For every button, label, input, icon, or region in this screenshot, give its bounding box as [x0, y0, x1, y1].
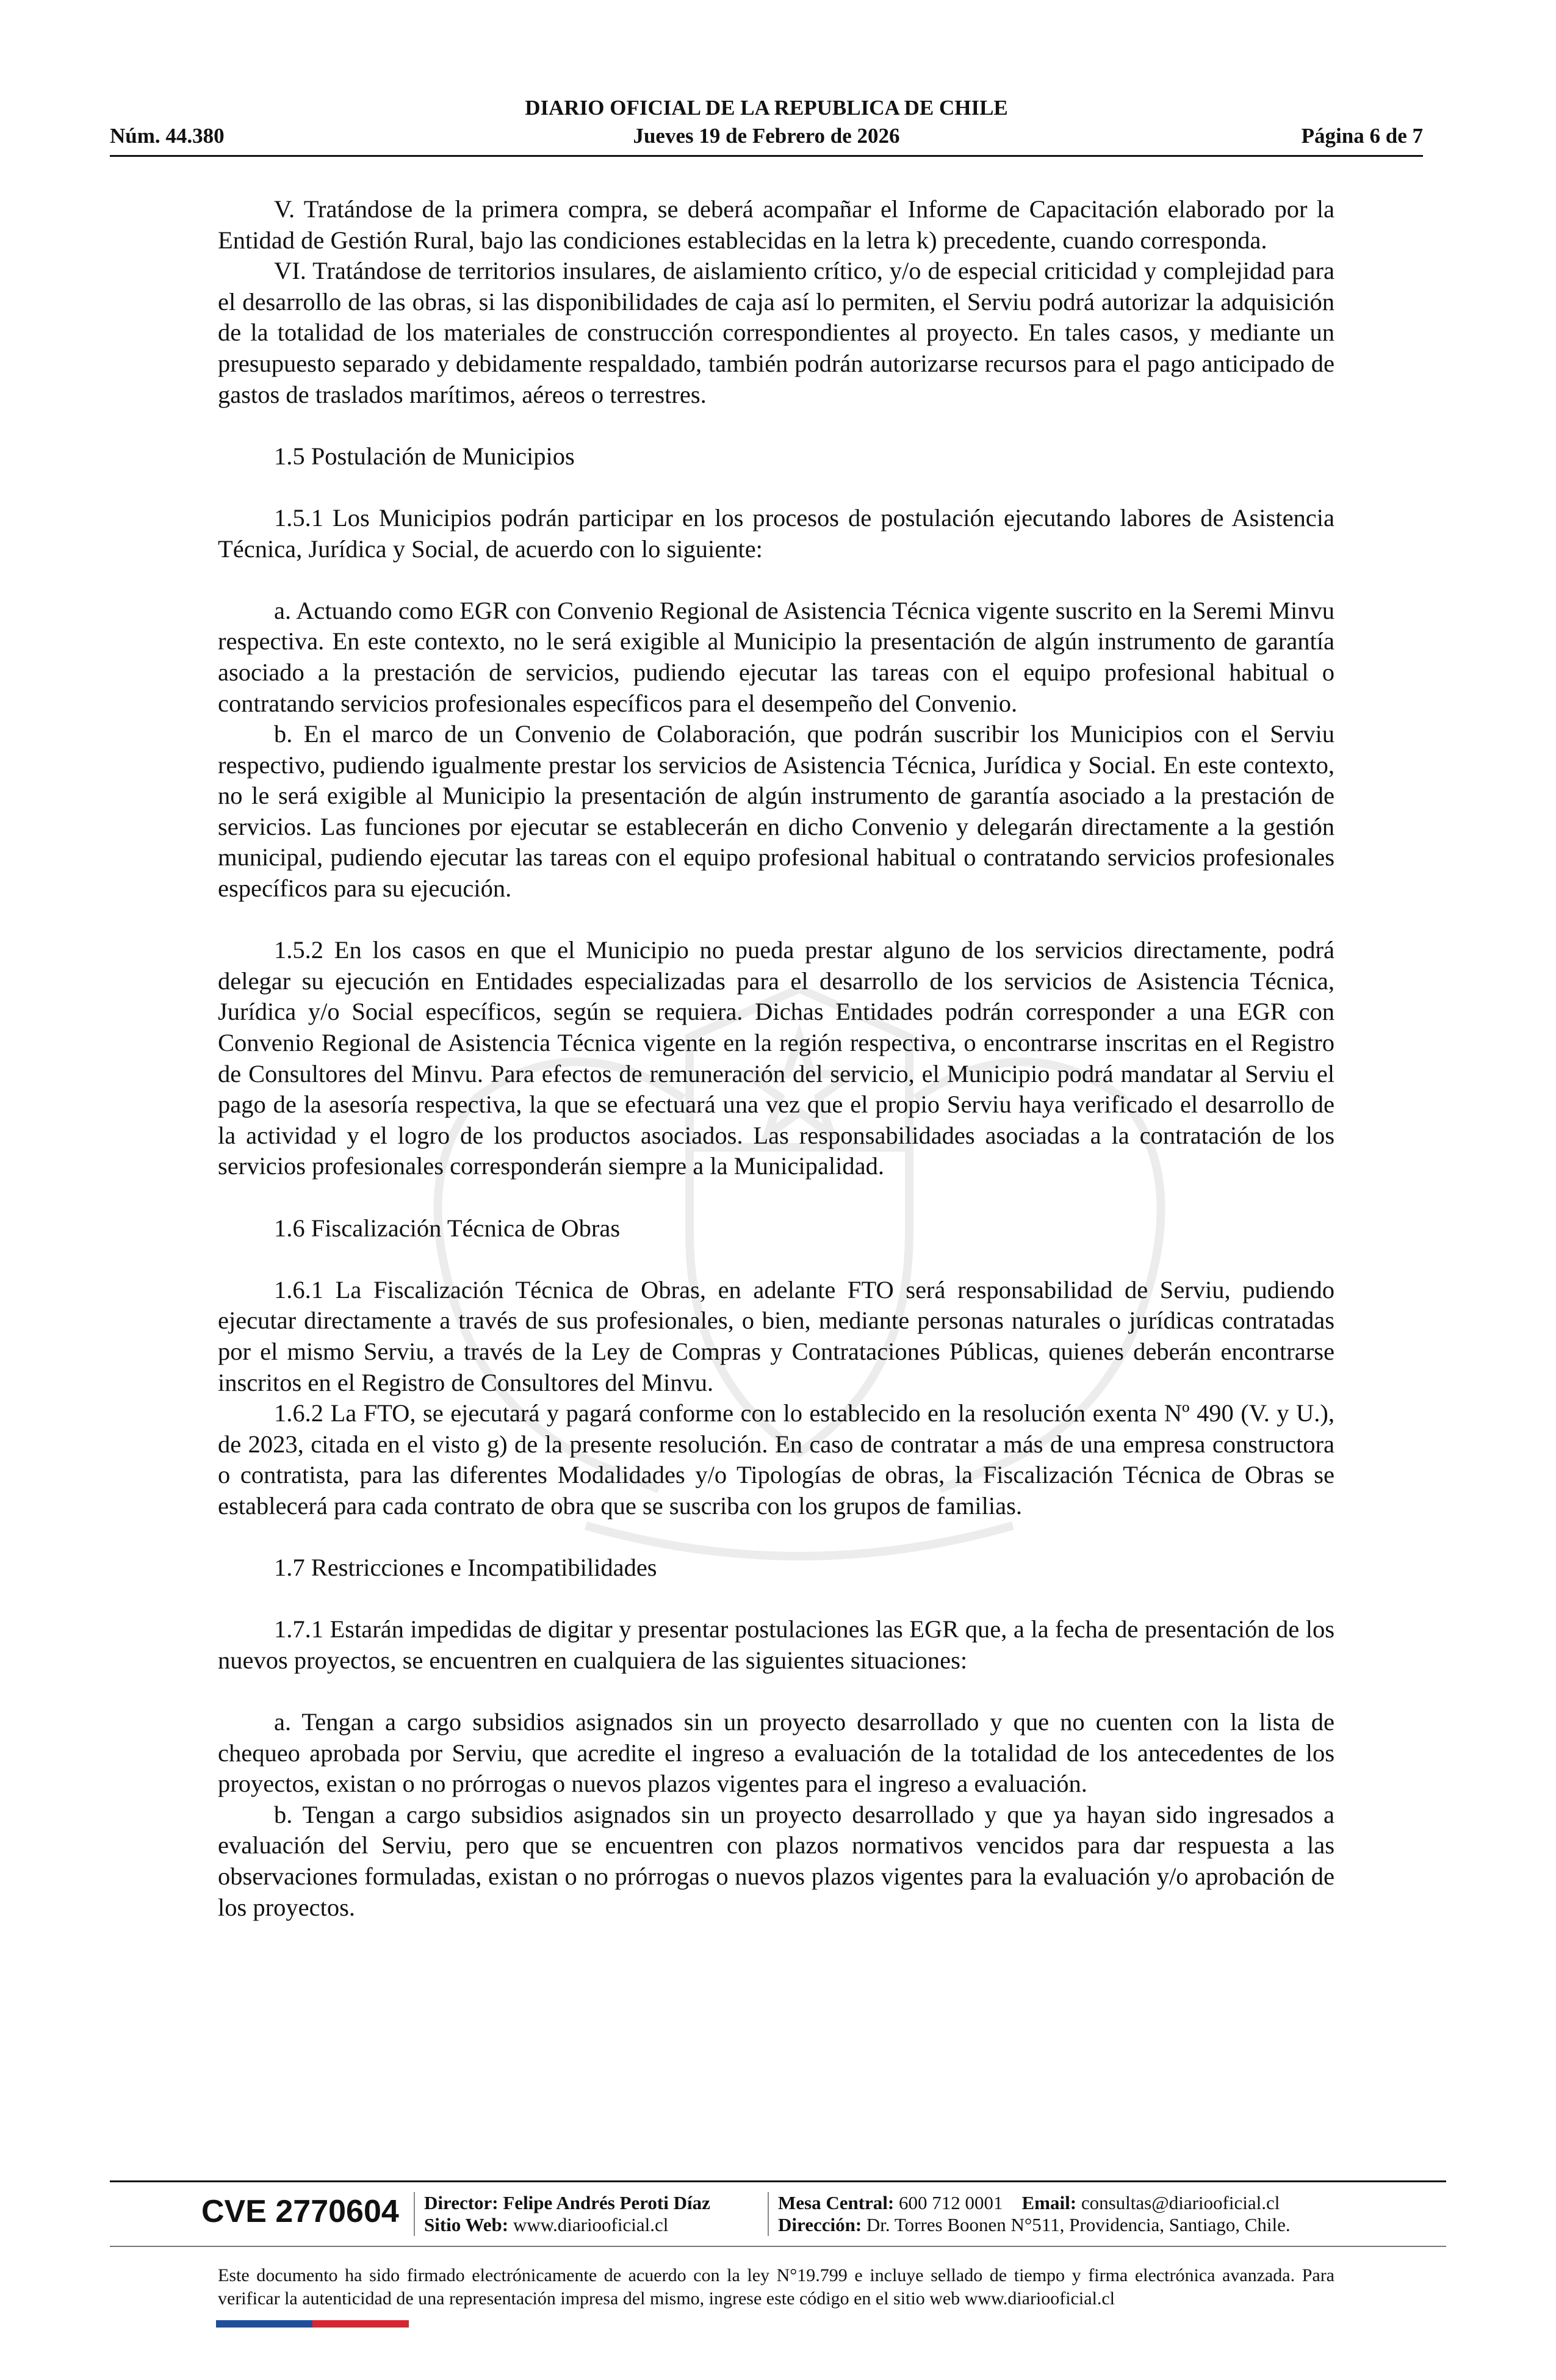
paragraph: b. En el marco de un Convenio de Colaboración, que podrán suscribir los Municipios con el Serviu respectivo, pudiendo igualmente prestar los servicios de Asistencia Técnica, Jurídica y Social. En este contexto, no le será exigible al Municipio la presentación de algún instrumento de garantía asociado a la prestación de servicios. Las funciones por ejecutar se establecerán en dicho Convenio y delegarán directamente a la gestión municipal, pudiendo ejecutar las tareas con el equipo profesional habitual o contratando servicios profesionales específicos para su ejecución. [218, 720, 1334, 903]
flag-blue-bar [216, 2320, 312, 2328]
website-label: Sitio Web: [424, 2214, 509, 2235]
address-label: Dirección: [778, 2214, 862, 2235]
section-heading: 1.6 Fiscalización Técnica de Obras [274, 1214, 621, 1242]
footer-contact-block [778, 2192, 1291, 2236]
mesa-label: Mesa Central: [778, 2192, 895, 2213]
paragraph: 1.6.2 La FTO, se ejecutará y pagará conforme con lo establecido en la resolución exenta Nº 490 (V. y U.), de 2023, citada en el visto g) de la presente resolución. En caso de contratar a más de una empresa constructora o contratista, para las diferentes Modalidades y/o Tipologías de obras, la Fiscalización Técnica de Obras se establecerá para cada contrato de obra que se suscriba con los grupos de familias. [218, 1399, 1334, 1520]
issue-number: Núm. 44.380 [110, 124, 225, 148]
document-body [218, 194, 1334, 1923]
mesa-phone: 600 712 0001 [899, 2192, 1003, 2213]
website-link[interactable]: www.diariooficial.cl [513, 2214, 669, 2235]
header-divider [110, 155, 1423, 157]
legal-notice: Este documento ha sido firmado electrónicamente de acuerdo con la ley N°19.799 e incluye sellado de tiempo y firma electrónica avanzada. Para verificar la autenticidad de una representación impresa del mismo, ingrese este código en el sitio web www.diariooficial.cl [218, 2265, 1334, 2309]
director-label: Director: [424, 2192, 499, 2213]
paragraph: a. Actuando como EGR con Convenio Regional de Asistencia Técnica vigente suscrito en la Seremi Minvu respectiva. En este contexto, no le será exigible al Municipio la presentación de algún instrumento de garantía asociado a la prestación de servicios, pudiendo ejecutar las tareas con el equipo profesional habitual o contratando servicios profesionales específicos para el desempeño del Convenio. [218, 596, 1334, 717]
footer-divider [110, 2180, 1446, 2182]
flag-stripe [216, 2320, 409, 2328]
newspaper-title: DIARIO OFICIAL DE LA REPUBLICA DE CHILE [525, 96, 1008, 120]
flag-red-bar [312, 2320, 409, 2328]
address-value: Dr. Torres Boonen N°511, Providencia, Santiago, Chile. [866, 2214, 1291, 2235]
footer-separator [414, 2192, 415, 2236]
paragraph: b. Tengan a cargo subsidios asignados sin un proyecto desarrollado y que ya hayan sido ingresados a evaluación del Serviu, pero que se encuentren con plazos normativos vencidos para dar respuesta a las observaciones formuladas, existan o no prórrogas o nuevos plazos vigentes para la evaluación y/o aprobación de los proyectos. [218, 1800, 1334, 1921]
paragraph: 1.5.1 Los Municipios podrán participar en los procesos de postulación ejecutando labores de Asistencia Técnica, Jurídica y Social, de acuerdo con lo siguiente: [218, 503, 1334, 563]
paragraph: 1.5.2 En los casos en que el Municipio no pueda prestar alguno de los servicios directamente, podrá delegar su ejecución en Entidades especializadas para el desarrollo de los servicios de Asistencia Técnica, Jurídica y/o Social específicos, según se requiera. Dichas Entidades podrán corresponder a una EGR con Convenio Regional de Asistencia Técnica vigente en la región respectiva, o encontrarse inscritas en el Registro de Consultores del Minvu. Para efectos de remuneración del servicio, el Municipio podrá mandatar al Serviu el pago de la asesoría respectiva, la que se efectuará una vez que el propio Serviu haya verificado el desarrollo de la actividad y el logro de los productos asociados. Las responsabilidades asociadas a la contratación de los servicios profesionales corresponderán siempre a la Municipalidad. [218, 936, 1334, 1180]
director-name: Felipe Andrés Peroti Díaz [503, 2192, 710, 2213]
issue-date: Jueves 19 de Febrero de 2026 [633, 124, 900, 148]
cve-code: CVE 2770604 [201, 2194, 399, 2229]
email-label: Email: [1021, 2192, 1077, 2213]
section-heading: 1.7 Restricciones e Incompatibilidades [274, 1554, 657, 1582]
page-header [110, 95, 1423, 156]
paragraph: V. Tratándose de la primera compra, se deberá acompañar el Informe de Capacitación elaborado por la Entidad de Gestión Rural, bajo las condiciones establecidas en la letra k) precedente, cuando corresponda. [218, 195, 1334, 254]
footer-separator [768, 2192, 769, 2236]
email-link[interactable]: consultas@diariooficial.cl [1081, 2192, 1280, 2213]
footer-director-block [424, 2192, 710, 2236]
paragraph: a. Tengan a cargo subsidios asignados sin un proyecto desarrollado y que no cuenten con la lista de chequeo aprobada por Serviu, que acredite el ingreso a evaluación de la totalidad de los antecedentes de los proyectos, existan o no prórrogas o nuevos plazos vigentes para el ingreso a evaluación. [218, 1708, 1334, 1798]
page-number: Página 6 de 7 [1301, 124, 1423, 148]
paragraph: 1.7.1 Estarán impedidas de digitar y presentar postulaciones las EGR que, a la fecha de presentación de los nuevos proyectos, se encuentren en cualquiera de las siguientes situaciones: [218, 1615, 1334, 1674]
footer-divider [110, 2246, 1446, 2247]
paragraph: VI. Tratándose de territorios insulares, de aislamiento crítico, y/o de especial criticidad y complejidad para el desarrollo de las obras, si las disponibilidades de caja así lo permiten, el Serviu podrá autorizar la adquisición de la totalidad de los materiales de construcción correspondientes al proyecto. En tales casos, y mediante un presupuesto separado y debidamente respaldado, también podrán autorizarse recursos para el pago anticipado de gastos de traslados marítimos, aéreos o terrestres. [218, 257, 1334, 408]
paragraph: 1.6.1 La Fiscalización Técnica de Obras, en adelante FTO será responsabilidad de Serviu, pudiendo ejecutar directamente a través de sus profesionales, o bien, mediante personas naturales o jurídicas contratadas por el mismo Serviu, a través de la Ley de Compras y Contrataciones Públicas, quienes deberán encontrarse inscritos en el Registro de Consultores del Minvu. [218, 1275, 1334, 1396]
section-heading: 1.5 Postulación de Municipios [274, 442, 575, 470]
